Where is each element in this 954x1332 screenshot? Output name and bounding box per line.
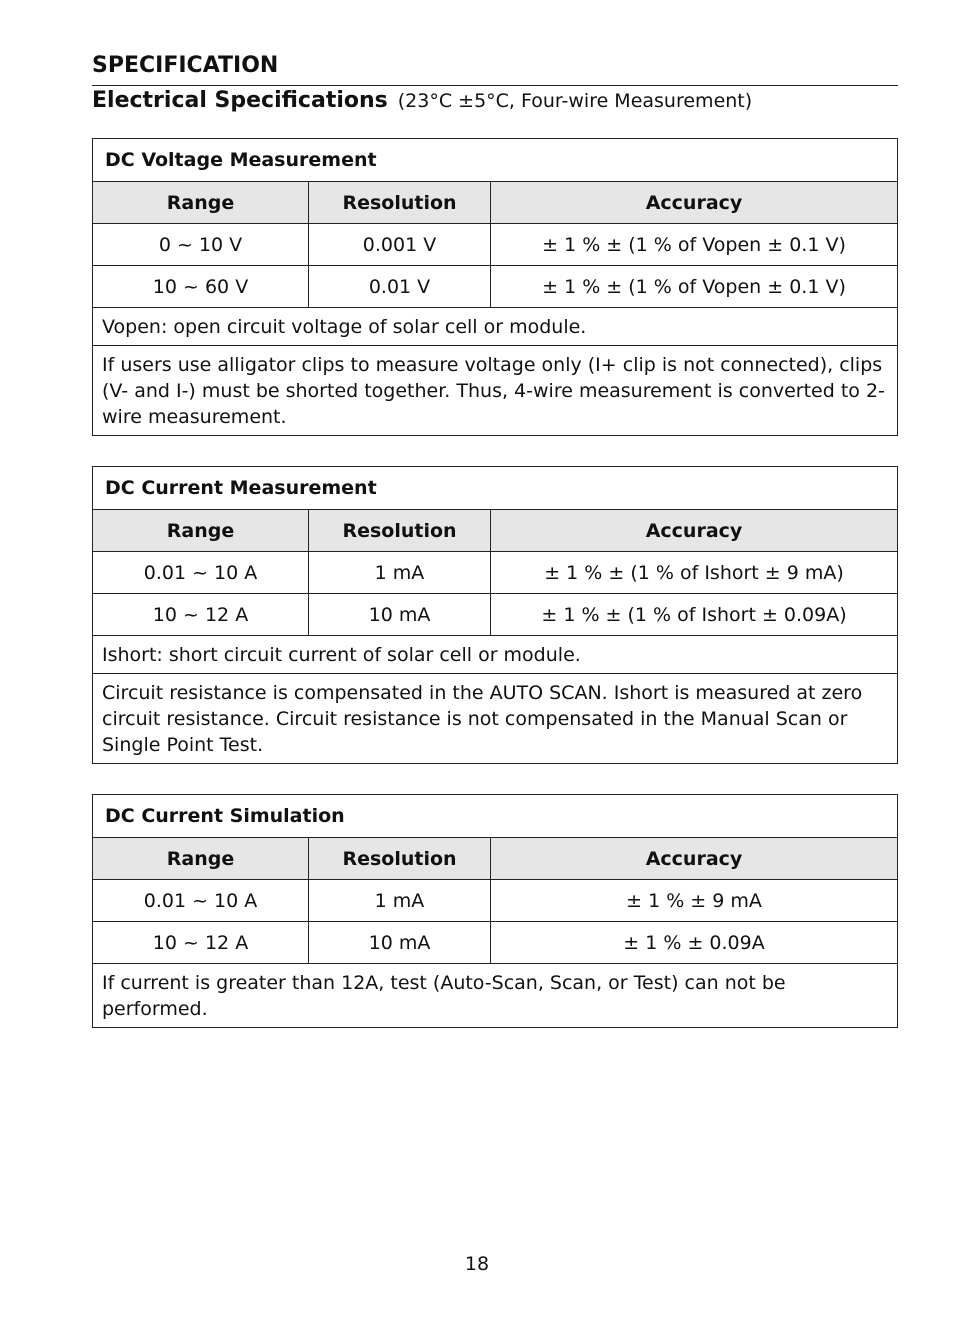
accuracy-cell: ± 1 % ± (1 % of Ishort ± 9 mA) <box>491 552 898 594</box>
range-cell: 10 ~ 12 A <box>93 922 309 964</box>
table-note: Circuit resistance is compensated in the AUTO SCAN. Ishort is measured at zero circuit resistance. Circuit resistance is not compensated in the Manual Scan or Single Point Test. <box>93 674 898 764</box>
accuracy-cell: ± 1 % ± (1 % of Ishort ± 0.09A) <box>491 594 898 636</box>
dc-voltage-measurement-table <box>92 138 898 436</box>
table-row <box>93 594 898 636</box>
column-header-resolution: Resolution <box>309 510 491 552</box>
resolution-cell: 10 mA <box>309 594 491 636</box>
dc-current-measurement-table <box>92 466 898 764</box>
title-text: Electrical Specifications <box>92 88 388 113</box>
table-note: If current is greater than 12A, test (Auto-Scan, Scan, or Test) can not be performed. <box>93 964 898 1028</box>
accuracy-cell: ± 1 % ± (1 % of Vopen ± 0.1 V) <box>491 266 898 308</box>
heading-divider <box>92 85 898 86</box>
table-note: If users use alligator clips to measure voltage only (I+ clip is not connected), clips (V- and I-) must be shorted together. Thus, 4-wire measurement is converted to 2-wire measurement. <box>93 346 898 436</box>
resolution-cell: 1 mA <box>309 552 491 594</box>
table-note: Vopen: open circuit voltage of solar cell or module. <box>93 308 898 346</box>
resolution-cell: 1 mA <box>309 880 491 922</box>
accuracy-cell: ± 1 % ± 9 mA <box>491 880 898 922</box>
resolution-cell: 10 mA <box>309 922 491 964</box>
column-header-accuracy: Accuracy <box>491 838 898 880</box>
table-row <box>93 224 898 266</box>
page-number: 18 <box>464 1253 490 1275</box>
page-title <box>92 88 752 113</box>
table-title: DC Current Measurement <box>93 467 898 510</box>
column-header-range: Range <box>93 182 309 224</box>
table-title: DC Voltage Measurement <box>93 139 898 182</box>
column-header-accuracy: Accuracy <box>491 182 898 224</box>
range-cell: 0 ~ 10 V <box>93 224 309 266</box>
range-cell: 10 ~ 12 A <box>93 594 309 636</box>
table-row <box>93 552 898 594</box>
accuracy-cell: ± 1 % ± 0.09A <box>491 922 898 964</box>
table-row <box>93 880 898 922</box>
table-title: DC Current Simulation <box>93 795 898 838</box>
range-cell: 0.01 ~ 10 A <box>93 552 309 594</box>
dc-current-simulation-table <box>92 794 898 1028</box>
resolution-cell: 0.01 V <box>309 266 491 308</box>
resolution-cell: 0.001 V <box>309 224 491 266</box>
column-header-range: Range <box>93 838 309 880</box>
title-conditions: (23°C ±5°C, Four-wire Measurement) <box>397 90 753 112</box>
accuracy-cell: ± 1 % ± (1 % of Vopen ± 0.1 V) <box>491 224 898 266</box>
column-header-resolution: Resolution <box>309 182 491 224</box>
table-row <box>93 266 898 308</box>
range-cell: 10 ~ 60 V <box>93 266 309 308</box>
column-header-accuracy: Accuracy <box>491 510 898 552</box>
table-note: Ishort: short circuit current of solar cell or module. <box>93 636 898 674</box>
table-row <box>93 922 898 964</box>
section-heading: SPECIFICATION <box>92 53 279 78</box>
range-cell: 0.01 ~ 10 A <box>93 880 309 922</box>
column-header-resolution: Resolution <box>309 838 491 880</box>
column-header-range: Range <box>93 510 309 552</box>
